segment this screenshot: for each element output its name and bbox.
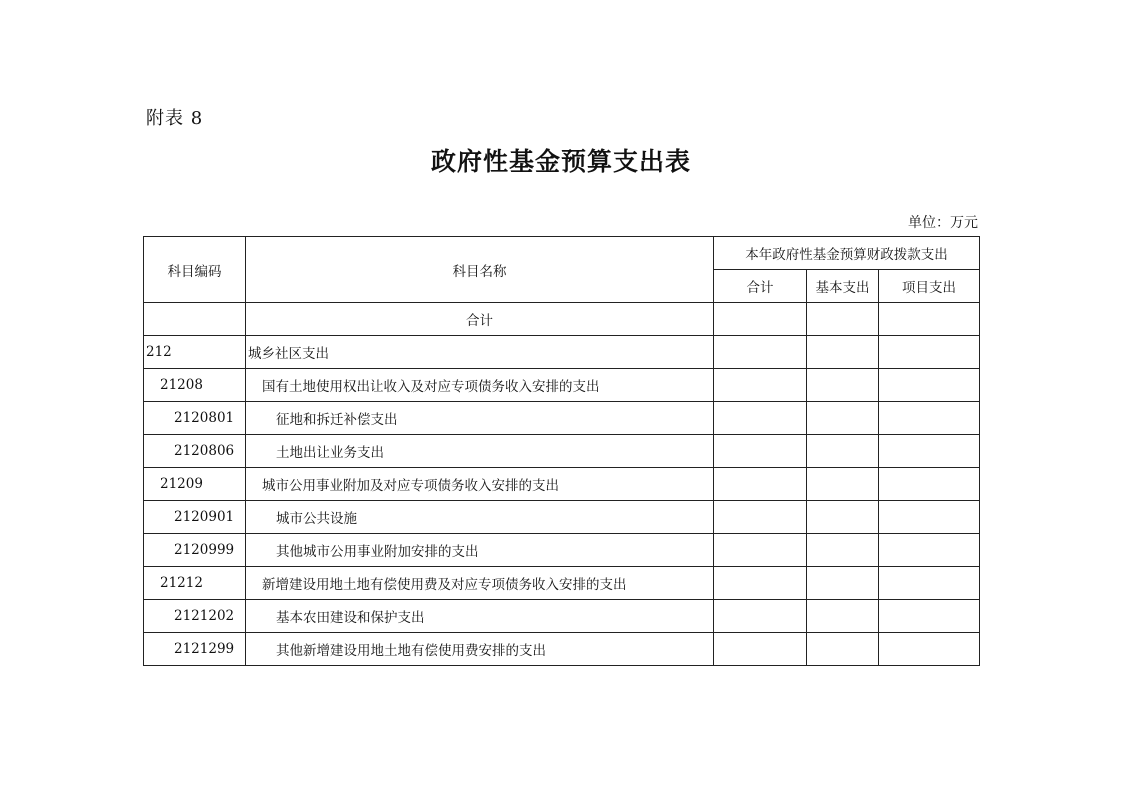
cell-total bbox=[714, 435, 807, 468]
cell-basic bbox=[807, 369, 879, 402]
subject-code: 2120999 bbox=[144, 534, 246, 567]
subject-name: 国有土地使用权出让收入及对应专项债务收入安排的支出 bbox=[246, 369, 714, 402]
header-code: 科目编码 bbox=[144, 237, 246, 303]
cell-basic bbox=[807, 633, 879, 666]
cell-project bbox=[879, 600, 980, 633]
cell-total bbox=[714, 402, 807, 435]
subject-code: 21209 bbox=[144, 468, 246, 501]
cell-total bbox=[714, 534, 807, 567]
subject-name: 其他城市公用事业附加安排的支出 bbox=[246, 534, 714, 567]
cell-project bbox=[879, 567, 980, 600]
total-row bbox=[144, 303, 980, 336]
budget-table bbox=[143, 236, 980, 666]
table-row bbox=[144, 435, 980, 468]
subject-name: 征地和拆迁补偿支出 bbox=[246, 402, 714, 435]
subject-name: 土地出让业务支出 bbox=[246, 435, 714, 468]
table-row bbox=[144, 534, 980, 567]
header-name: 科目名称 bbox=[246, 237, 714, 303]
cell-project bbox=[879, 369, 980, 402]
subject-code: 2121202 bbox=[144, 600, 246, 633]
cell-total bbox=[714, 369, 807, 402]
cell-basic bbox=[807, 534, 879, 567]
header-group: 本年政府性基金预算财政拨款支出 bbox=[714, 237, 980, 270]
subject-name: 其他新增建设用地土地有偿使用费安排的支出 bbox=[246, 633, 714, 666]
cell-basic bbox=[807, 435, 879, 468]
subject-name: 新增建设用地土地有偿使用费及对应专项债务收入安排的支出 bbox=[246, 567, 714, 600]
header-row bbox=[144, 237, 980, 270]
cell-project bbox=[879, 534, 980, 567]
subject-code: 2120901 bbox=[144, 501, 246, 534]
cell-basic bbox=[807, 468, 879, 501]
cell-project bbox=[879, 633, 980, 666]
page-title: 政府性基金预算支出表 bbox=[430, 147, 691, 176]
cell-total bbox=[714, 633, 807, 666]
subject-code: 2120806 bbox=[144, 435, 246, 468]
subject-code: 2121299 bbox=[144, 633, 246, 666]
cell-basic bbox=[807, 600, 879, 633]
header-basic: 基本支出 bbox=[807, 270, 879, 303]
cell-project bbox=[879, 501, 980, 534]
table-row bbox=[144, 336, 980, 369]
table-row bbox=[144, 600, 980, 633]
table-row bbox=[144, 369, 980, 402]
table-row bbox=[144, 633, 980, 666]
table-row bbox=[144, 501, 980, 534]
table-row bbox=[144, 567, 980, 600]
subject-code: 2120801 bbox=[144, 402, 246, 435]
total-row-label: 合计 bbox=[246, 303, 714, 336]
header-project: 项目支出 bbox=[879, 270, 980, 303]
subject-code: 212 bbox=[144, 336, 246, 369]
table-row bbox=[144, 468, 980, 501]
cell-project bbox=[879, 336, 980, 369]
subject-name: 城市公共设施 bbox=[246, 501, 714, 534]
cell-project bbox=[879, 402, 980, 435]
cell-total bbox=[714, 336, 807, 369]
cell-project bbox=[879, 435, 980, 468]
table-body bbox=[144, 303, 980, 666]
annex-label: 附表 8 bbox=[146, 108, 204, 129]
cell-total bbox=[714, 567, 807, 600]
cell-basic bbox=[807, 402, 879, 435]
cell-project bbox=[879, 468, 980, 501]
cell-basic bbox=[807, 501, 879, 534]
total-cell-total bbox=[714, 303, 807, 336]
total-cell-project bbox=[879, 303, 980, 336]
subject-code: 21208 bbox=[144, 369, 246, 402]
cell-basic bbox=[807, 336, 879, 369]
cell-total bbox=[714, 600, 807, 633]
subject-code: 21212 bbox=[144, 567, 246, 600]
total-code-cell bbox=[144, 303, 246, 336]
subject-name: 城乡社区支出 bbox=[246, 336, 714, 369]
cell-total bbox=[714, 501, 807, 534]
subject-name: 基本农田建设和保护支出 bbox=[246, 600, 714, 633]
table-row bbox=[144, 402, 980, 435]
cell-total bbox=[714, 468, 807, 501]
total-cell-basic bbox=[807, 303, 879, 336]
subject-name: 城市公用事业附加及对应专项债务收入安排的支出 bbox=[246, 468, 714, 501]
cell-basic bbox=[807, 567, 879, 600]
header-total: 合计 bbox=[714, 270, 807, 303]
unit-label: 单位：万元 bbox=[908, 215, 978, 231]
